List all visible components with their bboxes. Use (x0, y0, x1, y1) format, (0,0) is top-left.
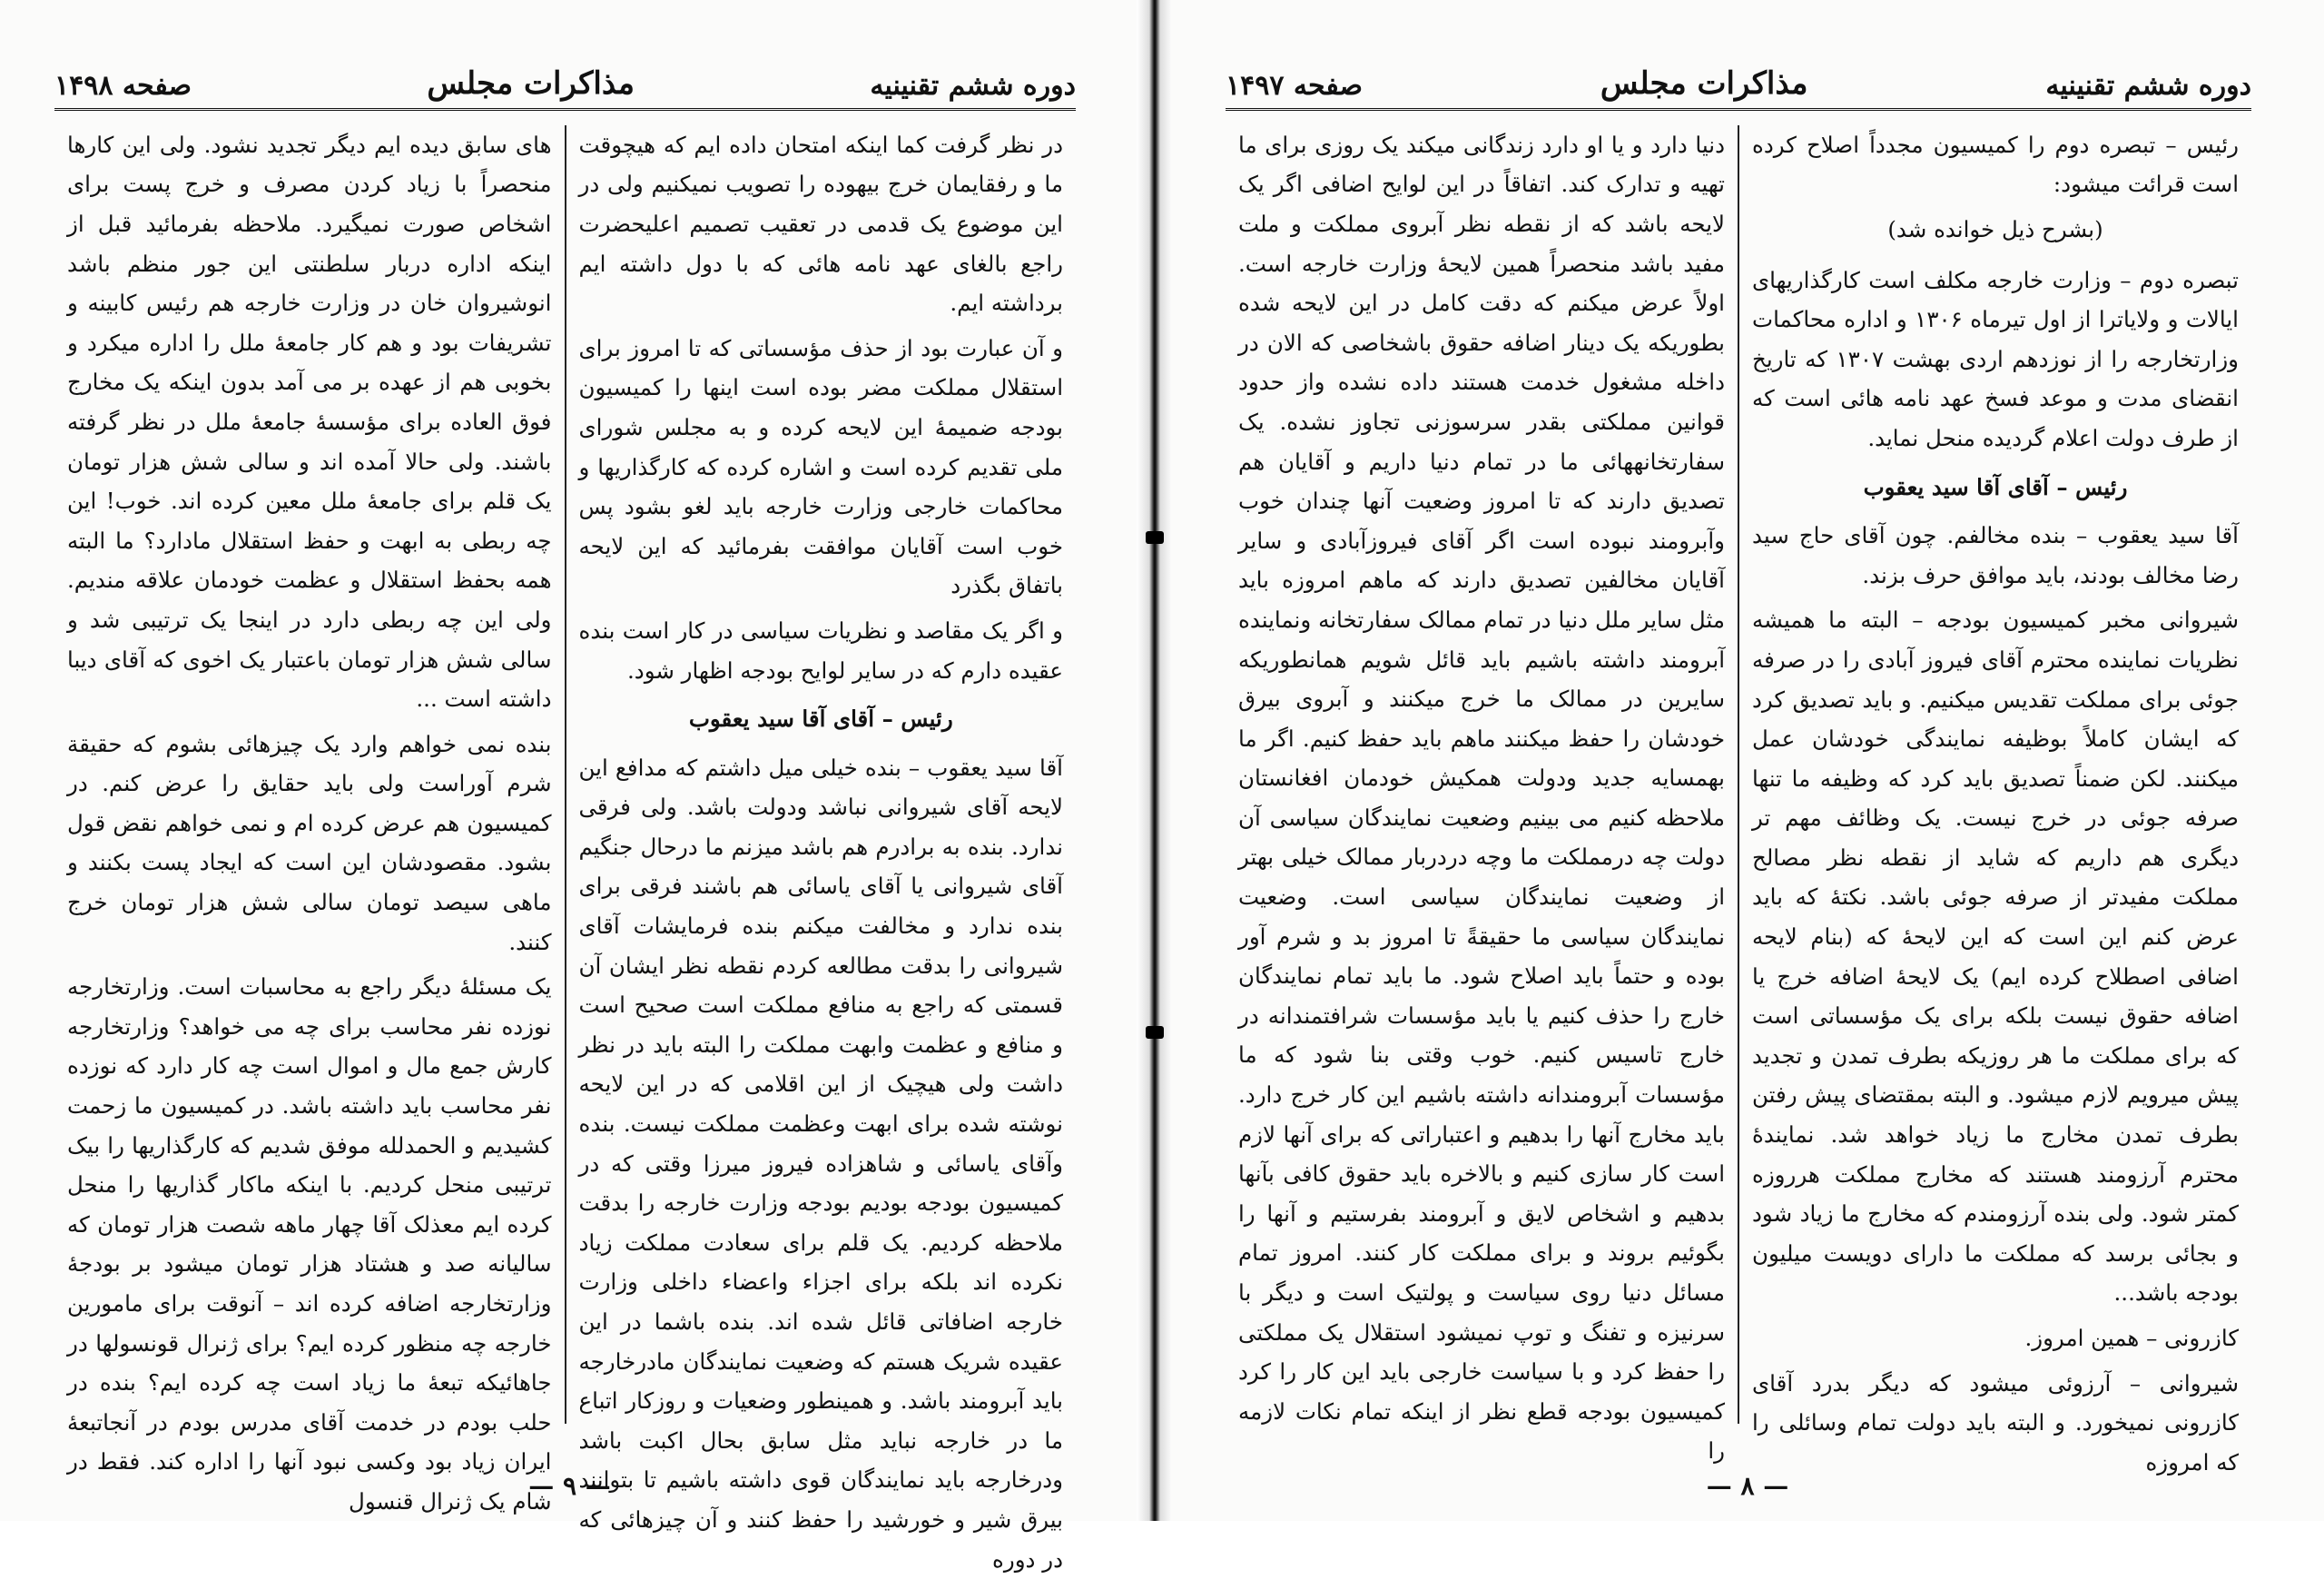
paragraph: بنده نمی خواهم وارد یک چیزهائی بشوم که حقیقة شرم آوراست ولی باید حقایق را عرض کنم. در کمیسیون هم عرض کرده ام و نمی خواهم نقض قول بشود. مقصودشان این است که ایجاد پست بکنند و ماهی سیصد تومان سالی شش هزار تومان خرج کنند. (67, 730, 552, 955)
paragraph: و آن عبارت بود از حذف مؤسساتی که تا امروز برای استقلال مملکت مضر بوده است اینها را کمیسیون بودجه ضمیمهٔ این لایحه کرده و به مجلس شورای ملی تقدیم کرده است و اشاره کرده که کارگذاریها و محاکمات خارجی وزارت خارجه باید لغو بشود پس خوب است آقایان موافقت بفرمائید که این لایحه باتفاق بگذرد (578, 334, 1063, 599)
paragraph: و اگر یک مقاصد و نظریات سیاسی در کار است بنده عقیده دارم که در سایر لوایح بودجه اظهار شود. (578, 617, 1063, 684)
paragraph: کازرونی – همین امروز. (2024, 1325, 2239, 1352)
page-label: صفحه ۱۴۹۸ (54, 69, 192, 102)
paragraph: دنیا دارد و یا او دارد زندگانی میکند یک روزی برای ما تهیه و تدارک کند. اتفاقاً در این لوایح اضافی اگر یک لایحه باشد که از نقطه نظر آبروی مملکت و ملت مفید باشد منحصراً همین لایحهٔ وزارت خارجه است. اولاً عرض میکنم که دقت کامل در این لایحه شده بطوریکه یک دینار اضافه حقوق باشخاصی که الان در داخله مشغول خدمت هستند داده نشده واز حدود قوانین مملکتی بقدر سرسوزنی تجاوز نشده. یک سفارتخانههائی ما در تمام دنیا داریم و آقایان هم تصدیق دارند که تا امروز وضعیت آنها چندان خوب وآبرومند نبوده است اگر آقای فیروزآبادی و سایر آقایان مخالفین تصدیق دارند که ماهم امروزه باید مثل سایر ملل دنیا در تمام ممالک سفارتخانه ونماینده آبرومند داشته باشیم باید قائل شویم همانطوریکه سایرین در ممالک ما خرج میکنند و آبروی بیرق خودشان را حفظ میکنند ماهم باید حفظ کنیم. اگر ما بهمسایه جدید ودولت همکیش خودمان افغانستان ملاحظه کنیم می بینیم وضعیت نمایندگان سیاسی آن دولت چه درمملکت ما وچه دردربار ممالک خیلی بهتر از وضعیت نمایندگان سیاسی است. وضعیت نمایندگان سیاسی ما حقیقةً تا امروز بد و شرم آور بوده و حتماً باید اصلاح شود. ما باید تمام نمایندگان خارج را حذف کنیم یا باید مؤسسات شرافتمندانه در خارج تاسیس کنیم. خوب وقتی بنا شود که ما مؤسسات آبرومندانه داشته باشیم این کار خرج دارد. باید مخارج آنها را بدهیم و اعتباراتی که برای آنها لازم است کار سازی کنیم و بالاخره باید حقوق کافی بآنها بدهیم و اشخاص لایق و آبرومند بفرستیم و آنها را بگوئیم بروند و برای مملکت کار کنند. امروز تمام مسائل دنیا روی سیاست و پولتیک است و دیگر با سرنیزه و تفنگ و توپ نمیشود استقلال یک مملکتی را حفظ کرد و با سیاست خارجی باید این کار را کرد کمیسیون بودجه قطع نظر از اینکه تمام نکات لازمه را (1238, 131, 1725, 1465)
text-column-right (1739, 125, 2251, 1475)
gutter-mark (1146, 531, 1164, 544)
paragraph: تبصره دوم – وزارت خارجه مکلف است کارگذاریهای ایالات و ولایاترا از اول تیرماه ۱۳۰۶ و اداره محاکمات وزارتخارجه را از نوزدهم اردی بهشت ۱۳۰۷ که تاریخ انقضای مدت و موعد فسخ عهد نامه هائی است که از طرف دولت اعلام گردیده منحل نماید. (1752, 266, 2239, 451)
text-column-right (566, 125, 1077, 1573)
paragraph: رئیس – تبصره دوم را کمیسیون مجدداً اصلاح کرده است قرائت میشود: (1752, 131, 2239, 198)
speaker-heading: رئیس – آقای آقا سید یعقوب (688, 706, 953, 733)
page-number: — ۹ — (528, 1471, 611, 1501)
paragraph: در نظر گرفت کما اینکه امتحان داده ایم که هیچوقت ما و رفقایمان خرج بیهوده را تصویب نمیکنیم ولی در این موضوع یک قدمی در تعقیب تصمیم اعلیحضرت راجع بالغای عهد نامه هائی که با دول داشته ایم برداشته ایم. (578, 131, 1063, 317)
paragraph: شیروانی – آرزوئی میشود که دیگر بدرد آقای کازرونی نمیخورد. و البته باید دولت تمام وسائلی را که امروزه (1752, 1369, 2239, 1475)
binding-gutter (1137, 0, 1173, 1521)
speaker-heading: رئیس – آقای آقا سید یعقوب (1863, 473, 2128, 500)
right-page-header (1226, 65, 2251, 111)
left-page-header (54, 65, 1076, 111)
left-page-columns (54, 125, 1076, 1573)
note-line: (بشرح ذیل خوانده شد) (1887, 215, 2103, 242)
journal-title: مذاکرات مجلس (1600, 65, 1808, 102)
journal-title: مذاکرات مجلس (427, 65, 635, 102)
right-page-columns (1226, 125, 2251, 1475)
paragraph: های سابق دیده ایم دیگر تجدید نشود. ولی این کارها منحصراً با زیاد کردن مصرف و خرج پست برای اشخاص صورت نمیگیرد. ملاحظه بفرمائید قبل از اینکه اداره دربار سلطنتی این جور منظم باشد انوشیروان خان در وزارت خارجه هم رئیس کابینه و تشریفات بود و هم کار جامعهٔ ملل را اداره میکرد و بخوبی هم از عهده بر می آمد بدون اینکه یک مخارج فوق العاده برای مؤسسهٔ جامعهٔ ملل در نظر گرفته باشند. ولی حالا آمده اند و سالی شش هزار تومان یک قلم برای جامعهٔ ملل معین کرده اند. خوب! این چه ربطی به ابهت و حفظ استقلال مادارد؟ ما البته همه بحفظ استقلال و عظمت خودمان علاقه مندیم. ولی این چه ربطی دارد در اینجا یک ترتیبی شد و سالی شش هزار تومان باعتبار یک اخوی که آقای دیبا داشته است ... (67, 131, 552, 713)
text-column-left (54, 125, 566, 1515)
left-page (0, 0, 1139, 1573)
page-label: صفحه ۱۴۹۷ (1226, 69, 1363, 102)
right-page (1171, 0, 2324, 1521)
paragraph: آقا سید یعقوب – بنده خیلی میل داشتم که مدافع این لایحه آقای شیروانی نباشد ودولت باشد. ولی فرقی ندارد. بنده به برادرم هم باشد میزنم ما درحال جنگیم آقای شیروانی یا آقای یاسائی هم باشند فرقی برای بنده ندارد و مخالفت میکنم بنده فرمایشات آقای شیروانی را بدقت مطالعه کردم نقطه نظر ایشان آن قسمتی که راجع به منافع مملکت است صحیح است و منافع و عظمت وابهت مملکت را البته باید در نظر داشت ولی هیچیک از این اقلامی که در این لایحه نوشته شده برای ابهت وعظمت مملکت نیست. بنده وآقای یاسائی و شاهزاده فیروز میرزا وقتی که در کمیسیون بودجه بودیم بودجه وزارت خارجه را بدقت ملاحظه کردیم. یک قلم برای سعادت مملکت زیاد نکرده اند بلکه برای اجزاء واعضاء داخلی وزارت خارجه اضافاتی قائل شده اند. بنده باشما در این عقیده شریک هستم که وضعیت نمایندگان مادرخارجه باید آبرومند باشد. و همینطور وضعیات و روزکار اتباع ما در خارجه نباید مثل سابق بحال اکبت باشد ودرخارجه باید نمایندگان قوی داشته باشیم تا بتوانند بیرق شیر و خورشید را حفظ کنند و آن چیزهائی که در دوره (578, 754, 1063, 1573)
text-column-left (1226, 125, 1739, 1465)
page-number: — ۸ — (1706, 1471, 1789, 1501)
paragraph: یک مسئلهٔ دیگر راجع به محاسبات است. وزارتخارجه نوزده نفر محاسب برای چه می خواهد؟ وزارتخارجه کارش جمع مال و اموال است چه کار دارد که نوزده نفر محاسب باید داشته باشد. در کمیسیون ما زحمت کشیدیم و الحمدلله موفق شدیم که کارگذاریها را بیک ترتیبی منحل کردیم. با اینکه ماکار گذاریها را منحل کرده ایم معذلک آقا چهار ماهه شصت هزار تومان که سالیانه صد و هشتاد هزار تومان میشود بر بودجهٔ وزارتخارجه اضافه کرده اند – آنوقت برای مامورین خارجه چه منظور کرده ایم؟ برای ژنرال قونسولها در جاهائیکه تبعهٔ ما زیاد است چه کرده ایم؟ بنده در حلب بودم در خدمت آقای مدرس بودم در آنجاتبعهٔ ایران زیاد بود وکسی نبود آنها را اداره کند. فقط در شام یک ژنرال قنسول (67, 973, 552, 1515)
session-label: دوره ششم تقنینیه (2045, 69, 2251, 102)
session-label: دوره ششم تقنینیه (870, 69, 1076, 102)
gutter-mark (1146, 1026, 1164, 1039)
paragraph: شیروانی مخبر کمیسیون بودجه – البته ما همیشه نظریات نماینده محترم آقای فیروز آبادی را در صرفه جوئی برای مملکت تقدیس میکنیم. و باید تصدیق کرد که ایشان کاملاً بوظیفه نمایندگی خودشان عمل میکنند. لکن ضمناً تصدیق باید کرد که وظیفه ما تنها صرفه جوئی در خرج نیست. یک وظائف مهم تر دیگری هم داریم که شاید از نقطه نظر مصالح مملکت مفیدتر از صرفه جوئی باشد. نکتهٔ که باید عرض کنم این است که این لایحهٔ که (بنام لایحه اضافی اصطلاح کرده ایم) یک لایحهٔ اضافه خرج یا اضافه حقوق نیست بلکه برای یک مؤسساتی است که برای مملکت ما هر روزیکه بطرف تمدن و تجدید پیش میرویم لازم میشود. و البته بمقتضای پیش رفتن بطرف تمدن مخارج ما زیاد خواهد شد. نمایندهٔ محترم آرزومند هستند که مخارج مملکت هرروزه کمتر شود. ولی بنده آرزومندم که مخارج ما زیاد شود و بجائی برسد که مملکت ما دارای دویست میلیون بودجه باشد... (1752, 607, 2239, 1307)
paragraph: آقا سید یعقوب – بنده مخالفم. چون آقای حاج سید رضا مخالف بودند، باید موافق حرف بزند. (1752, 522, 2239, 588)
